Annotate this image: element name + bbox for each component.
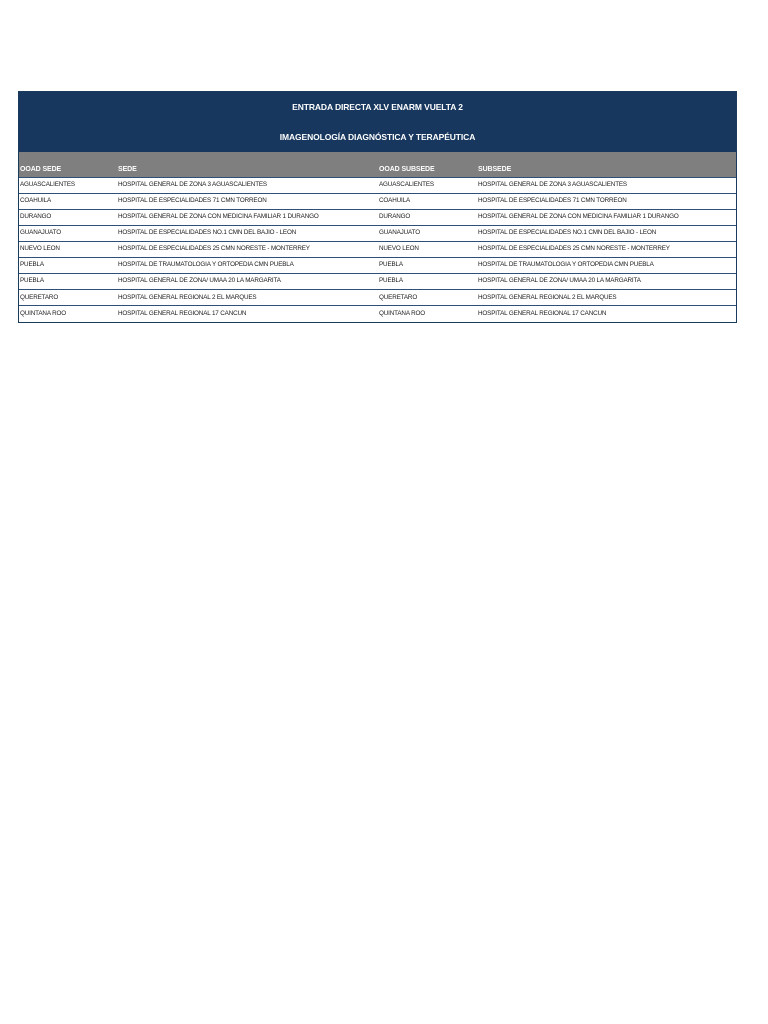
cell-sede: HOSPITAL DE TRAUMATOLOGIA Y ORTOPEDIA CMN PUEBLA: [117, 257, 378, 273]
cell-subsede: HOSPITAL GENERAL REGIONAL 17 CANCUN: [477, 306, 736, 323]
cell-ooad-subsede: DURANGO: [378, 209, 477, 225]
column-header-ooad-sede: OOAD SEDE: [19, 152, 117, 177]
table-row: [19, 193, 736, 209]
cell-ooad-subsede: AGUASCALIENTES: [378, 177, 477, 193]
table-row: [19, 306, 736, 323]
cell-sede: HOSPITAL GENERAL DE ZONA/ UMAA 20 LA MARGARITA: [117, 274, 378, 290]
cell-ooad-sede: PUEBLA: [19, 257, 117, 273]
header-row: [19, 152, 736, 177]
cell-subsede: HOSPITAL GENERAL DE ZONA/ UMAA 20 LA MARGARITA: [477, 274, 736, 290]
cell-sede: HOSPITAL DE ESPECIALIDADES NO.1 CMN DEL BAJIO - LEON: [117, 225, 378, 241]
cell-subsede: HOSPITAL DE ESPECIALIDADES 71 CMN TORREON: [477, 193, 736, 209]
title-banner: [19, 92, 736, 152]
cell-subsede: HOSPITAL GENERAL DE ZONA 3 AGUASCALIENTES: [477, 177, 736, 193]
sheet-table-container: [18, 91, 737, 323]
cell-subsede: HOSPITAL GENERAL REGIONAL 2 EL MARQUES: [477, 290, 736, 306]
column-header-sede: SEDE: [117, 152, 378, 177]
cell-ooad-sede: PUEBLA: [19, 274, 117, 290]
cell-ooad-subsede: PUEBLA: [378, 257, 477, 273]
table-row: [19, 290, 736, 306]
cell-sede: HOSPITAL DE ESPECIALIDADES 71 CMN TORREON: [117, 193, 378, 209]
cell-sede: HOSPITAL GENERAL REGIONAL 17 CANCUN: [117, 306, 378, 323]
cell-ooad-sede: GUANAJUATO: [19, 225, 117, 241]
table-row: [19, 241, 736, 257]
cell-ooad-subsede: NUEVO LEON: [378, 241, 477, 257]
document-title: ENTRADA DIRECTA XLV ENARM VUELTA 2: [292, 102, 463, 112]
cell-sede: HOSPITAL GENERAL REGIONAL 2 EL MARQUES: [117, 290, 378, 306]
cell-ooad-sede: DURANGO: [19, 209, 117, 225]
cell-subsede: HOSPITAL DE ESPECIALIDADES 25 CMN NORESTE - MONTERREY: [477, 241, 736, 257]
cell-ooad-subsede: PUEBLA: [378, 274, 477, 290]
column-header-subsede: SUBSEDE: [477, 152, 736, 177]
table-row: [19, 257, 736, 273]
table-header: [19, 152, 736, 177]
cell-sede: HOSPITAL DE ESPECIALIDADES 25 CMN NORESTE - MONTERREY: [117, 241, 378, 257]
table-row: [19, 225, 736, 241]
table-row: [19, 209, 736, 225]
cell-subsede: HOSPITAL DE TRAUMATOLOGIA Y ORTOPEDIA CMN PUEBLA: [477, 257, 736, 273]
cell-sede: HOSPITAL GENERAL DE ZONA 3 AGUASCALIENTES: [117, 177, 378, 193]
table-row: [19, 177, 736, 193]
assignments-table: [19, 152, 736, 322]
cell-ooad-subsede: GUANAJUATO: [378, 225, 477, 241]
cell-ooad-subsede: COAHUILA: [378, 193, 477, 209]
cell-subsede: HOSPITAL GENERAL DE ZONA CON MEDICINA FAMILIAR 1 DURANGO: [477, 209, 736, 225]
column-header-ooad-subsede: OOAD SUBSEDE: [378, 152, 477, 177]
cell-ooad-sede: AGUASCALIENTES: [19, 177, 117, 193]
document-subtitle: IMAGENOLOGÍA DIAGNÓSTICA Y TERAPÉUTICA: [279, 132, 476, 142]
cell-sede: HOSPITAL GENERAL DE ZONA CON MEDICINA FAMILIAR 1 DURANGO: [117, 209, 378, 225]
cell-ooad-sede: QUERETARO: [19, 290, 117, 306]
cell-ooad-sede: NUEVO LEON: [19, 241, 117, 257]
cell-ooad-sede: QUINTANA ROO: [19, 306, 117, 323]
table-row: [19, 274, 736, 290]
cell-subsede: HOSPITAL DE ESPECIALIDADES NO.1 CMN DEL BAJIO - LEON: [477, 225, 736, 241]
cell-ooad-subsede: QUINTANA ROO: [378, 306, 477, 323]
cell-ooad-sede: COAHUILA: [19, 193, 117, 209]
cell-ooad-subsede: QUERETARO: [378, 290, 477, 306]
table-body: [19, 177, 736, 322]
